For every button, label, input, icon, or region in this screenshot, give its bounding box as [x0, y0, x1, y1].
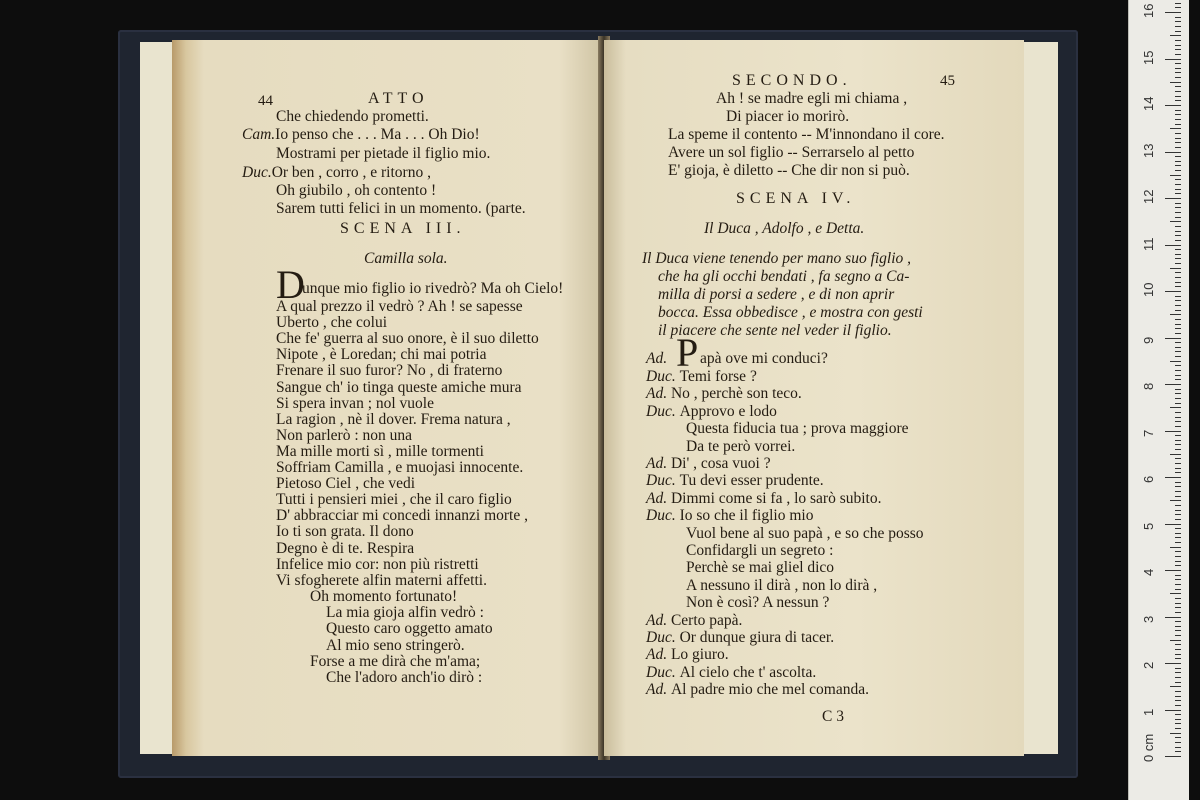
speaker: Ad.	[646, 350, 668, 367]
ruler-tick	[1175, 491, 1181, 492]
left-page	[172, 40, 602, 756]
verse-line: Degno è di te. Respira	[276, 539, 415, 557]
ruler-tick	[1175, 649, 1181, 650]
drop-cap: D	[276, 262, 305, 307]
ruler-tick	[1175, 254, 1181, 255]
ruler-tick	[1175, 719, 1181, 720]
ruler-tick	[1175, 505, 1181, 506]
dialogue-line	[686, 438, 795, 456]
aria-line: Al mio seno stringerò.	[326, 636, 465, 654]
speaker: Ad.	[646, 489, 671, 507]
ruler-tick	[1175, 189, 1181, 190]
ruler-tick	[1175, 356, 1181, 357]
ruler-number: 8	[1141, 382, 1156, 390]
ruler-tick	[1175, 519, 1181, 520]
ruler-tick	[1175, 603, 1181, 604]
aria-line: La mia gioja alfin vedrò :	[326, 604, 484, 622]
dialogue-line	[646, 646, 729, 664]
ruler-tick	[1170, 361, 1181, 362]
ruler-number: 3	[1141, 615, 1156, 623]
ruler-number: 0 cm	[1141, 733, 1156, 762]
ruler-tick	[1175, 319, 1181, 320]
line-text: Da te però vorrei.	[686, 437, 796, 455]
dialogue-line	[646, 490, 881, 508]
dialogue-line	[242, 126, 480, 144]
dialogue-line	[686, 594, 829, 612]
speaker: Duc.	[646, 663, 680, 681]
ruler-tick	[1175, 426, 1181, 427]
ruler-tick	[1175, 542, 1181, 543]
ruler-tick	[1175, 203, 1181, 204]
ruler-tick	[1175, 449, 1181, 450]
ruler-tick	[1175, 212, 1181, 213]
ruler-tick	[1165, 663, 1181, 664]
ruler-tick	[1170, 500, 1181, 501]
ruler-tick	[1165, 477, 1181, 478]
ruler-number: 10	[1141, 282, 1156, 297]
ruler-tick	[1175, 184, 1181, 185]
verse-line: Ma mille morti sì , mille tormenti	[276, 442, 484, 460]
dialogue-line	[646, 385, 802, 403]
verse-line: Che chiedendo prometti.	[276, 108, 429, 125]
ruler-tick	[1175, 528, 1181, 529]
ruler-tick	[1175, 49, 1181, 50]
ruler-tick	[1175, 723, 1181, 724]
line-text: Questa fiducia tua ; prova maggiore	[686, 420, 909, 438]
verse-line: Uberto , che colui	[276, 314, 388, 332]
verse-line: Oh giubilo , oh contento !	[276, 182, 437, 199]
dialogue-line	[242, 164, 431, 182]
ruler-tick	[1175, 440, 1181, 441]
ruler-tick	[1175, 379, 1181, 380]
ruler-tick	[1175, 100, 1181, 101]
line-text: Dimmi come si fa , lo sarò subito.	[670, 489, 882, 507]
verse-line: Si spera invan ; nol vuole	[276, 394, 434, 412]
line-text: Non è così? A nessun ?	[686, 594, 830, 612]
line-text: Vuol bene al suo papà , e so che posso	[686, 524, 924, 542]
ruler-number: 2	[1141, 661, 1156, 669]
dialogue-line	[686, 542, 833, 560]
ruler-tick	[1175, 142, 1181, 143]
ruler-tick	[1175, 482, 1181, 483]
ruler-tick	[1165, 431, 1181, 432]
ruler-tick	[1165, 617, 1181, 618]
speaker: Cam.	[242, 126, 276, 143]
line-text: Or dunque giura di tacer.	[679, 629, 835, 646]
ruler-tick	[1175, 68, 1181, 69]
ruler-tick	[1175, 258, 1181, 259]
ruler-tick	[1175, 612, 1181, 613]
speaker: Duc.	[646, 368, 680, 385]
ruler-tick	[1175, 54, 1181, 55]
ruler-tick	[1170, 35, 1181, 36]
ruler-tick	[1175, 282, 1181, 283]
right-page	[604, 40, 1024, 756]
ruler-tick	[1175, 351, 1181, 352]
ruler-number: 4	[1141, 568, 1156, 576]
ruler-number: 7	[1141, 429, 1156, 437]
ruler-tick	[1175, 110, 1181, 111]
ruler-tick	[1165, 105, 1181, 106]
ruler-tick	[1175, 705, 1181, 706]
ruler-tick	[1175, 26, 1181, 27]
ruler-tick	[1175, 635, 1181, 636]
line-text: Temi forse ?	[679, 368, 757, 385]
ruler-tick	[1175, 751, 1181, 752]
dialogue-line	[686, 525, 924, 543]
ruler-tick	[1175, 263, 1181, 264]
stage-direction-line: milla di porsi a sedere , e di non aprir	[658, 286, 895, 303]
dialogue-line	[646, 629, 834, 647]
ruler-tick	[1175, 207, 1181, 208]
ruler-tick	[1175, 170, 1181, 171]
ruler-tick	[1175, 747, 1181, 748]
ruler-tick	[1170, 221, 1181, 222]
ruler-tick	[1175, 444, 1181, 445]
ruler-tick	[1165, 152, 1181, 153]
ruler-tick	[1175, 347, 1181, 348]
speaker: Ad.	[646, 611, 671, 629]
ruler-tick	[1175, 537, 1181, 538]
dialogue-line	[646, 472, 824, 490]
aria-line: La speme il contento -- M'innondano il core.	[668, 126, 945, 143]
aria-line: Avere un sol figlio -- Serrarselo al petto	[668, 144, 915, 161]
ruler-tick	[1175, 328, 1181, 329]
ruler-tick	[1165, 756, 1181, 757]
dialogue-line	[646, 368, 757, 386]
ruler-tick	[1175, 496, 1181, 497]
ruler-tick	[1170, 407, 1181, 408]
ruler-tick	[1175, 389, 1181, 390]
ruler-tick	[1175, 533, 1181, 534]
ruler-tick	[1175, 235, 1181, 236]
ruler-tick	[1175, 714, 1181, 715]
ruler-tick	[1175, 324, 1181, 325]
ruler-tick	[1175, 72, 1181, 73]
verse-line: Vi sfogherete alfin materni affetti.	[276, 571, 487, 589]
line-text: A nessuno il dirà , non lo dirà ,	[686, 576, 878, 594]
ruler-tick	[1175, 305, 1181, 306]
ruler-tick	[1175, 156, 1181, 157]
ruler-tick	[1175, 375, 1181, 376]
dialogue-line	[646, 681, 869, 699]
line-text: Approvo e lodo	[679, 402, 777, 420]
aria-line: Che l'adoro anch'io dirò :	[326, 669, 483, 686]
verse-line: Pietoso Ciel , che vedi	[276, 475, 416, 493]
verse-line: Mostrami per pietade il figlio mio.	[276, 145, 491, 162]
ruler-tick	[1175, 412, 1181, 413]
ruler-tick	[1175, 165, 1181, 166]
ruler-tick	[1175, 179, 1181, 180]
page-number: 44	[258, 93, 273, 109]
ruler-tick	[1170, 454, 1181, 455]
verse-line: Sangue ch' io tinga queste amiche mura	[276, 378, 522, 396]
speaker: Duc.	[646, 507, 680, 525]
scene-title: SCENA III.	[340, 220, 466, 237]
ruler-tick	[1175, 561, 1181, 562]
ruler-tick	[1175, 742, 1181, 743]
ruler-number: 5	[1141, 522, 1156, 530]
dialogue-line	[686, 420, 909, 438]
stage-direction-line: il piacere che sente nel veder il figlio.	[658, 322, 892, 339]
ruler-tick	[1175, 272, 1181, 273]
line-text: Di' , cosa vuoi ?	[670, 455, 771, 472]
ruler-tick	[1175, 147, 1181, 148]
ruler-tick	[1175, 231, 1181, 232]
verse-line: D' abbracciar mi concedi innanzi morte ,	[276, 507, 528, 525]
ruler-tick	[1175, 658, 1181, 659]
ruler-tick	[1175, 7, 1181, 8]
ruler-tick	[1175, 579, 1181, 580]
verse-line: Io ti son grata. Il dono	[276, 523, 414, 541]
verse-line: La ragion , nè il dover. Frema natura ,	[276, 410, 511, 428]
ruler-tick	[1175, 240, 1181, 241]
aria-line: Questo caro oggetto amato	[326, 620, 493, 638]
ruler-tick	[1175, 3, 1181, 4]
speaker: Ad.	[646, 646, 671, 664]
ruler-tick	[1175, 398, 1181, 399]
line-text: Confidargli un segreto :	[686, 542, 834, 559]
verse-line: Infelice mio cor: non più ristretti	[276, 555, 479, 573]
ruler-tick	[1175, 161, 1181, 162]
verse-line: Tutti i pensieri miei , che il caro figlio	[276, 491, 512, 509]
ruler-tick	[1175, 677, 1181, 678]
ruler-tick	[1175, 463, 1181, 464]
dialogue-line	[646, 403, 777, 421]
ruler-tick	[1175, 342, 1181, 343]
line-text: No , perchè son teco.	[670, 385, 802, 403]
ruler-tick	[1175, 468, 1181, 469]
ruler-tick	[1175, 644, 1181, 645]
ruler-tick	[1175, 403, 1181, 404]
ruler-tick	[1170, 268, 1181, 269]
line-text: Certo papà.	[670, 611, 743, 629]
ruler-tick	[1170, 640, 1181, 641]
ruler-tick	[1175, 556, 1181, 557]
dialogue-line	[686, 559, 834, 577]
ruler-tick	[1175, 296, 1181, 297]
ruler-tick	[1165, 245, 1181, 246]
ruler-tick	[1175, 417, 1181, 418]
page-number: 45	[940, 73, 955, 89]
ruler-tick	[1175, 17, 1181, 18]
ruler-tick	[1170, 82, 1181, 83]
speaker: Duc.	[646, 402, 680, 420]
ruler-tick	[1175, 333, 1181, 334]
ruler-tick	[1170, 733, 1181, 734]
line-text: Io penso che . . . Ma . . . Oh Dio!	[275, 126, 480, 143]
ruler-tick	[1175, 565, 1181, 566]
ruler-number: 9	[1141, 336, 1156, 344]
ruler-tick	[1170, 686, 1181, 687]
ruler-tick	[1175, 45, 1181, 46]
verse-line: Sarem tutti felici in un momento. (parte.	[276, 200, 526, 217]
ruler-number: 11	[1141, 237, 1156, 251]
ruler-tick	[1175, 575, 1181, 576]
ruler-tick	[1175, 654, 1181, 655]
speaker: Ad.	[646, 385, 671, 403]
ruler-tick	[1175, 737, 1181, 738]
ruler-tick	[1175, 514, 1181, 515]
ruler-tick	[1175, 486, 1181, 487]
ruler-tick	[1175, 691, 1181, 692]
ruler-tick	[1175, 551, 1181, 552]
ruler-tick	[1175, 226, 1181, 227]
ruler-tick	[1175, 510, 1181, 511]
dialogue-line	[646, 612, 742, 630]
ruler-tick	[1175, 435, 1181, 436]
ruler-tick	[1175, 393, 1181, 394]
ruler-tick	[1175, 86, 1181, 87]
ruler-tick	[1175, 458, 1181, 459]
scene-subtitle: Camilla sola.	[364, 250, 448, 267]
ruler-tick	[1175, 286, 1181, 287]
ruler-tick	[1175, 668, 1181, 669]
stage-direction-line: che ha gli occhi bendati , fa segno a Ca-	[658, 268, 910, 285]
ruler-tick	[1175, 598, 1181, 599]
line-text: Al padre mio che mel comanda.	[670, 681, 869, 699]
ruler-tick	[1165, 12, 1181, 13]
ruler-tick	[1175, 589, 1181, 590]
line-text: Io so che il figlio mio	[679, 507, 814, 525]
line-text: Al cielo che t' ascolta.	[679, 663, 817, 681]
ruler-tick	[1175, 133, 1181, 134]
dialogue-line	[686, 577, 877, 595]
ruler-number: 16	[1141, 3, 1156, 18]
verse-line: Frenare il suo furor? No , di fraterno	[276, 362, 503, 380]
ruler-number: 1	[1141, 708, 1156, 716]
verse-line: A qual prezzo il vedrò ? Ah ! se sapesse	[276, 298, 523, 315]
ruler-number: 6	[1141, 475, 1156, 483]
ruler-tick	[1175, 300, 1181, 301]
ruler-tick	[1165, 570, 1181, 571]
ruler-tick	[1175, 249, 1181, 250]
dialogue-line	[646, 664, 816, 682]
ruler-tick	[1175, 277, 1181, 278]
signature-mark: C 3	[822, 708, 844, 725]
ruler-number: 13	[1141, 143, 1156, 158]
running-head: SECONDO.	[732, 72, 852, 89]
ruler-tick	[1175, 584, 1181, 585]
ruler-tick	[1175, 114, 1181, 115]
ruler-tick	[1165, 59, 1181, 60]
ruler-tick	[1175, 472, 1181, 473]
aria-line: Oh momento fortunato!	[310, 588, 458, 605]
ruler-tick	[1170, 593, 1181, 594]
verse-line: Non parlerò : non una	[276, 426, 413, 444]
ruler-tick	[1175, 682, 1181, 683]
line-text: Tu devi esser prudente.	[679, 472, 824, 490]
speaker: Duc.	[646, 472, 680, 490]
ruler-tick	[1165, 291, 1181, 292]
ruler-tick	[1175, 96, 1181, 97]
stage-direction-line: Il Duca viene tenendo per mano suo figlio ,	[642, 250, 912, 267]
ruler-tick	[1165, 524, 1181, 525]
ruler-tick	[1175, 63, 1181, 64]
drop-cap: P	[676, 330, 699, 375]
ruler-tick	[1175, 696, 1181, 697]
ruler-tick	[1175, 700, 1181, 701]
ruler-tick	[1165, 710, 1181, 711]
speaker: Duc.	[646, 629, 680, 646]
aria-line: E' gioja, è diletto -- Che dir non si può.	[668, 162, 910, 179]
ruler-tick	[1175, 193, 1181, 194]
measuring-ruler	[1128, 0, 1189, 800]
ruler-tick	[1165, 198, 1181, 199]
line-text: Or ben , corro , e ritorno ,	[271, 164, 431, 181]
ruler-tick	[1175, 607, 1181, 608]
verse-line: Nipote , è Loredan; chi mai potria	[276, 346, 487, 364]
ruler-tick	[1175, 21, 1181, 22]
ruler-tick	[1170, 547, 1181, 548]
verse-line: Che fe' guerra al suo onore, è il suo diletto	[276, 330, 539, 348]
verse-line: unque mio figlio io rivedrò? Ma oh Cielo!	[302, 280, 564, 297]
ruler-tick	[1175, 365, 1181, 366]
dialogue-line	[646, 455, 771, 473]
ruler-tick	[1175, 40, 1181, 41]
ruler-tick	[1175, 77, 1181, 78]
ruler-tick	[1175, 421, 1181, 422]
scene-title: SCENA IV.	[736, 190, 856, 207]
line-text: Lo giuro.	[670, 646, 729, 664]
ruler-tick	[1165, 384, 1181, 385]
ruler-tick	[1175, 119, 1181, 120]
running-head: ATTO	[368, 90, 429, 107]
verse-line: Soffriam Camilla , e muojasi innocente.	[276, 459, 524, 476]
aria-line: Forse a me dirà che m'ama;	[310, 652, 481, 670]
ruler-tick	[1175, 31, 1181, 32]
dialogue-line: apà ove mi conduci?	[700, 350, 828, 367]
ruler-tick	[1170, 175, 1181, 176]
ruler-tick	[1175, 124, 1181, 125]
ruler-tick	[1165, 338, 1181, 339]
ruler-tick	[1170, 128, 1181, 129]
ruler-tick	[1175, 672, 1181, 673]
scene-subtitle: Il Duca , Adolfo , e Detta.	[704, 220, 865, 237]
speaker: Ad.	[646, 455, 671, 472]
ruler-number: 14	[1141, 96, 1156, 111]
speaker: Duc.	[242, 164, 272, 181]
ruler-tick	[1175, 621, 1181, 622]
ruler-tick	[1170, 314, 1181, 315]
dialogue-line	[646, 507, 813, 525]
ruler-tick	[1175, 728, 1181, 729]
line-text: Perchè se mai gliel dico	[686, 559, 835, 577]
ruler-tick	[1175, 370, 1181, 371]
ruler-tick	[1175, 630, 1181, 631]
ruler-tick	[1175, 217, 1181, 218]
ruler-tick	[1175, 138, 1181, 139]
ruler-tick	[1175, 310, 1181, 311]
speaker: Ad.	[646, 681, 671, 699]
aria-line: Di piacer io morirò.	[726, 108, 850, 125]
ruler-number: 15	[1141, 50, 1156, 65]
ruler-number: 12	[1141, 189, 1156, 204]
ruler-tick	[1175, 626, 1181, 627]
stage-direction-line: bocca. Essa obbedisce , e mostra con gesti	[658, 304, 923, 321]
ruler-tick	[1175, 91, 1181, 92]
aria-line: Ah ! se madre egli mi chiama ,	[716, 90, 908, 107]
